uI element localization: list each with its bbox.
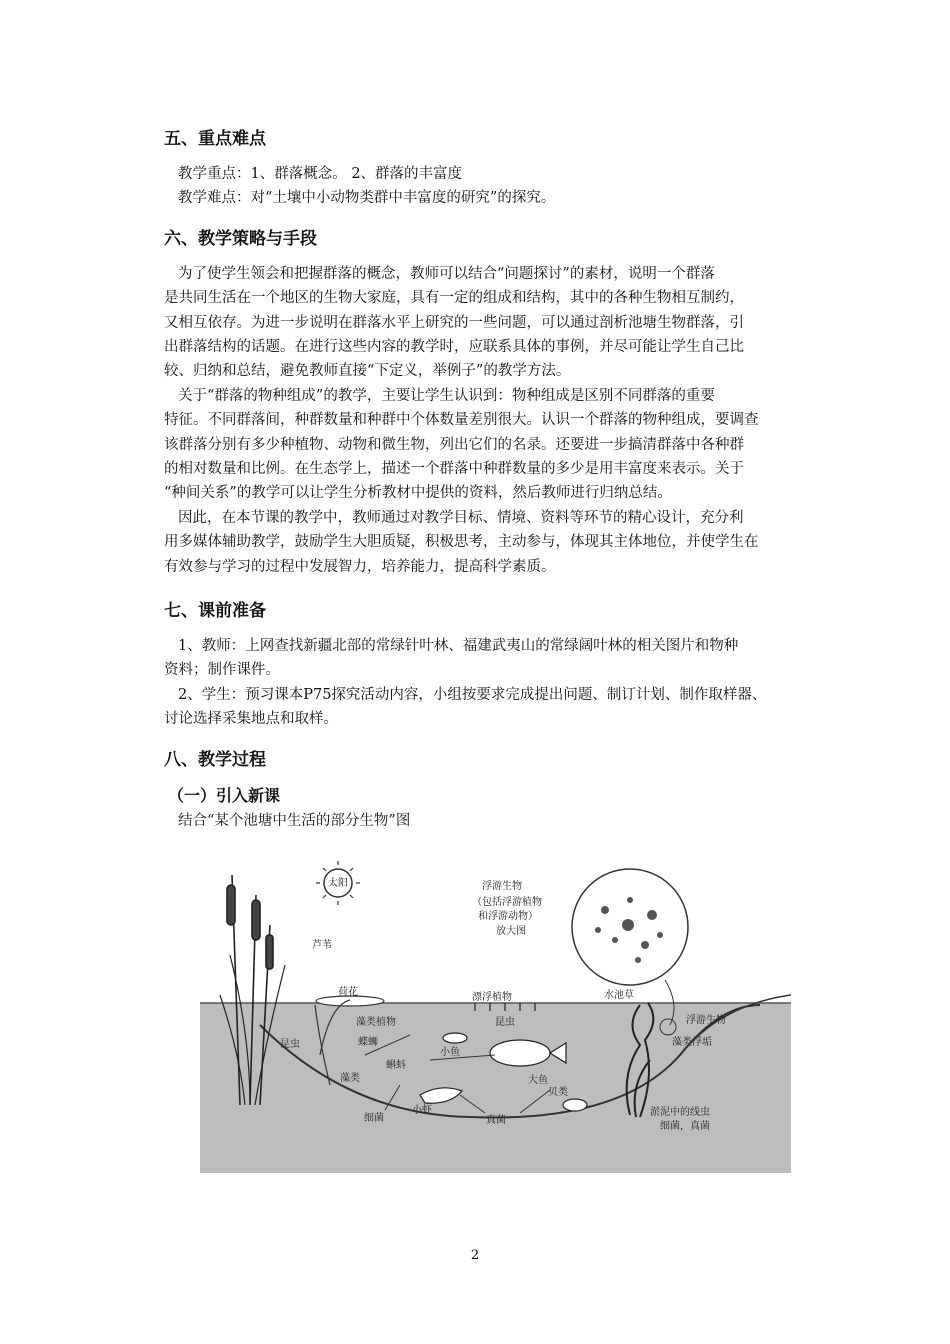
label-big-fish: 大鱼 — [528, 1075, 548, 1086]
label-algae-scum: 藻类浮垢 — [672, 1037, 712, 1048]
label-fungi: 真菌 — [486, 1115, 506, 1126]
text-line: 1、教师：上网查找新疆北部的常绿针叶林、福建武夷山的常绿阔叶林的相关图片和物种 — [178, 638, 739, 654]
text-line: 的相对数量和比例。在生态学上，描述一个群落中种群数量的多少是用丰富度来表示。关于 — [164, 460, 744, 477]
label-plankton-note-1: （包括浮游植物 — [472, 897, 542, 908]
subheading-intro: （一）引入新课 — [168, 786, 281, 805]
label-insect-1: 昆虫 — [280, 1039, 300, 1050]
key-points-body — [164, 162, 810, 211]
text-line: 又相互依存。为进一步说明在群落水平上研究的一些问题，可以通过剖析池塘生物群落，引 — [164, 314, 744, 331]
label-small-fish: 小鱼 — [440, 1047, 460, 1058]
text-line: 是共同生活在一个地区的生物大家庭，具有一定的组成和结构，其中的各种生物相互制约， — [164, 290, 744, 307]
intro-text — [164, 809, 810, 833]
text-line: 特征。不同群落间，种群数量和种群中个体数量差别很大。认识一个群落的物种组成，要调查 — [164, 412, 759, 429]
preparation-student — [164, 683, 810, 732]
text-line: 用多媒体辅助教学，鼓励学生大胆质疑，积极思考，主动参与，体现其主体地位，并使学生在 — [164, 534, 759, 551]
label-tadpole: 蝌蚪 — [386, 1060, 406, 1071]
heading-key-points: 五、重点难点 — [164, 129, 266, 149]
text-line: 较、归纳和总结，避免教师直接“下定义，举例子”的教学方法。 — [164, 363, 571, 380]
text-line: 因此，在本节课的教学中，教师通过对教学目标、情境、资料等环节的精心设计，充分利 — [178, 510, 744, 526]
heading-process: 八、教学过程 — [164, 750, 266, 770]
label-algae-plants: 藻类植物 — [356, 1017, 396, 1028]
text-line: 讨论选择采集地点和取样。 — [164, 711, 338, 728]
text-line: 为了使学生领会和把握群落的概念，教师可以结合“问题探讨”的素材，说明一个群落 — [178, 266, 715, 282]
label-plankton: 浮游生物 — [482, 881, 522, 892]
text-line: 教学难点：对“土壤中小动物类群中丰富度的研究”的探究。 — [178, 190, 556, 207]
heading-strategy: 六、教学策略与手段 — [164, 229, 317, 249]
text-line: 有效参与学习的过程中发展智力，培养能力，提高科学素质。 — [164, 558, 556, 575]
strategy-paragraph-2 — [164, 384, 810, 505]
label-sun: 太阳 — [328, 878, 348, 889]
pond-water — [200, 1003, 791, 1173]
label-zoom: 放大图 — [496, 926, 526, 937]
heading-preparation: 七、课前准备 — [164, 601, 266, 621]
label-shrimp: 小虾 — [412, 1105, 432, 1116]
label-algae: 藻类 — [340, 1073, 360, 1084]
label-insect-2: 昆虫 — [495, 1017, 515, 1028]
page-number: 2 — [470, 1248, 480, 1263]
text-line: “种间关系”的教学可以让学生分析教材中提供的资料，然后教师进行归纳总结。 — [164, 485, 672, 502]
label-water-grass: 水池草 — [604, 990, 634, 1001]
strategy-paragraph-1 — [164, 262, 810, 383]
text-line: 出群落结构的话题。在进行这些内容的教学时，应联系具体的事例，并尽可能让学生自己比 — [164, 338, 744, 355]
label-reed: 芦苇 — [312, 940, 332, 951]
label-bacteria: 细菌 — [364, 1113, 384, 1124]
label-dragonfly: 蝶蛳 — [358, 1037, 378, 1048]
label-lotus: 荷花 — [338, 987, 358, 998]
shellfish-icon — [563, 1099, 587, 1111]
label-mud-2: 细菌，真菌 — [660, 1121, 710, 1132]
label-shellfish: 贝类 — [548, 1087, 568, 1098]
strategy-paragraph-3 — [164, 506, 810, 579]
label-floating: 漂浮植物 — [472, 992, 512, 1003]
label-plankton-2: 浮游生物 — [686, 1015, 726, 1026]
text-line: 关于“群落的物种组成”的教学，主要让学生认识到：物种组成是区别不同群落的重要 — [178, 388, 715, 404]
preparation-teacher — [164, 634, 810, 683]
label-mud-1: 淤泥中的线虫 — [650, 1107, 710, 1118]
text-line: 2、学生：预习课本P75探究活动内容，小组按要求完成提出问题、制订计划、制作取样器、 — [178, 687, 767, 703]
label-plankton-note-2: 和浮游动物） — [478, 911, 538, 922]
text-line: 教学重点：1、群落概念。 2、群落的丰富度 — [178, 166, 463, 182]
text-line: 结合“某个池塘中生活的部分生物”图 — [178, 813, 411, 829]
pond-ecosystem-figure — [200, 855, 791, 1173]
text-line: 该群落分别有多少种植物、动物和微生物，列出它们的名录。还要进一步搞清群落中各种群 — [164, 436, 744, 453]
text-line: 资料；制作课件。 — [164, 662, 280, 679]
